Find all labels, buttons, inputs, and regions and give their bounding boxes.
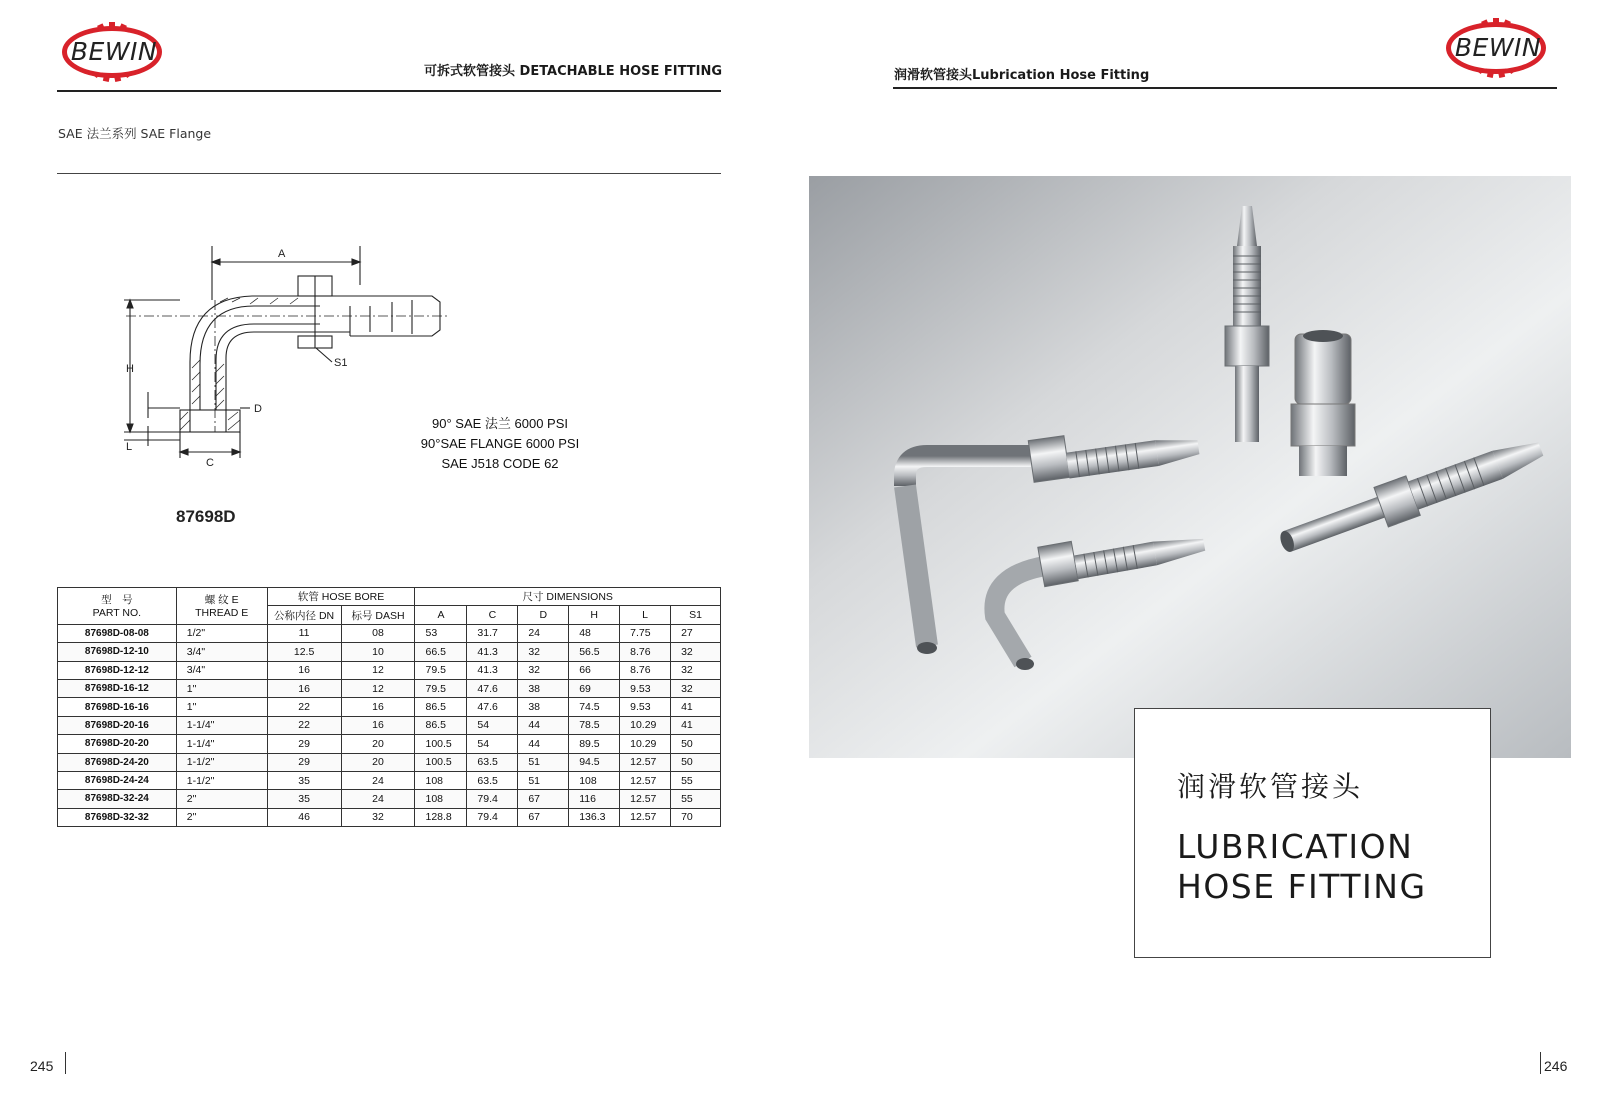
- bewin-logo-right: [1440, 16, 1552, 80]
- table-cell: 55: [671, 771, 721, 789]
- table-body: [58, 624, 721, 826]
- table-cell: 48: [569, 624, 620, 642]
- table-cell: 31.7: [467, 624, 518, 642]
- table-cell: 44: [518, 735, 569, 753]
- table-cell: 9.53: [620, 679, 671, 697]
- cell-part-no: 87698D-16-16: [58, 698, 177, 716]
- table-row: [58, 624, 721, 642]
- cell-part-no: 87698D-20-20: [58, 735, 177, 753]
- cell-part-no: 87698D-12-10: [58, 643, 177, 661]
- table-cell: 67: [518, 808, 569, 826]
- table-cell: 9.53: [620, 698, 671, 716]
- table-cell: 70: [671, 808, 721, 826]
- series-rule: [57, 173, 721, 174]
- table-cell: 24: [341, 790, 415, 808]
- table-cell: 12: [341, 661, 415, 679]
- th-d: D: [518, 606, 569, 624]
- table-cell: 20: [341, 753, 415, 771]
- table-cell: 32: [518, 661, 569, 679]
- table-cell: 63.5: [467, 771, 518, 789]
- table-cell: 12.5: [267, 643, 341, 661]
- left-header-title: 可拆式软管接头 DETACHABLE HOSE FITTING: [424, 64, 723, 79]
- table-cell: 51: [518, 771, 569, 789]
- title-cn: 润滑软管接头: [1177, 770, 1364, 803]
- table-cell: 41.3: [467, 643, 518, 661]
- cell-part-no: 87698D-32-32: [58, 808, 177, 826]
- table-cell: 41: [671, 716, 721, 734]
- table-row: [58, 808, 721, 826]
- table-cell: 1-1/2": [176, 753, 267, 771]
- label-h: H: [126, 363, 134, 375]
- table-cell: 32: [671, 679, 721, 697]
- table-cell: 16: [267, 661, 341, 679]
- table-cell: 32: [518, 643, 569, 661]
- table-cell: 16: [341, 698, 415, 716]
- title-box: [1134, 708, 1491, 958]
- title-en: [1177, 827, 1427, 907]
- table-cell: 8.76: [620, 661, 671, 679]
- table-cell: 32: [671, 643, 721, 661]
- th-dash: 标号 DASH: [341, 606, 415, 624]
- table-cell: 16: [341, 716, 415, 734]
- table-cell: 35: [267, 771, 341, 789]
- cell-part-no: 87698D-20-16: [58, 716, 177, 734]
- table-row: [58, 661, 721, 679]
- table-cell: 12.57: [620, 753, 671, 771]
- table-cell: 66: [569, 661, 620, 679]
- table-cell: 136.3: [569, 808, 620, 826]
- table-cell: 56.5: [569, 643, 620, 661]
- table-cell: 12.57: [620, 790, 671, 808]
- table-cell: 86.5: [415, 716, 467, 734]
- table-cell: 108: [415, 790, 467, 808]
- table-cell: 24: [518, 624, 569, 642]
- cell-part-no: 87698D-24-20: [58, 753, 177, 771]
- table-cell: 35: [267, 790, 341, 808]
- table-cell: 41: [671, 698, 721, 716]
- table-cell: 79.4: [467, 790, 518, 808]
- table-cell: 44: [518, 716, 569, 734]
- table-cell: 32: [341, 808, 415, 826]
- label-l: L: [126, 441, 133, 453]
- spec-line-1: 90° SAE 法兰 6000 PSI: [432, 416, 568, 431]
- table-cell: 22: [267, 716, 341, 734]
- table-cell: 20: [341, 735, 415, 753]
- spec-line-3: SAE J518 CODE 62: [441, 456, 559, 471]
- table-cell: 3/4": [176, 661, 267, 679]
- product-photo: [809, 176, 1571, 758]
- logo-text: BEWIN: [70, 37, 158, 66]
- table-cell: 38: [518, 679, 569, 697]
- table-cell: 116: [569, 790, 620, 808]
- table-cell: 67: [518, 790, 569, 808]
- table-cell: 12.57: [620, 808, 671, 826]
- table-cell: 86.5: [415, 698, 467, 716]
- table-cell: 108: [415, 771, 467, 789]
- table-cell: 16: [267, 679, 341, 697]
- table-cell: 10.29: [620, 735, 671, 753]
- table-cell: 1-1/2": [176, 771, 267, 789]
- table-row: [58, 716, 721, 734]
- table-cell: 38: [518, 698, 569, 716]
- table-cell: 94.5: [569, 753, 620, 771]
- table-cell: 41.3: [467, 661, 518, 679]
- table-cell: 1-1/4": [176, 716, 267, 734]
- cell-part-no: 87698D-16-12: [58, 679, 177, 697]
- table-cell: 79.4: [467, 808, 518, 826]
- th-s1: S1: [671, 606, 721, 624]
- table-cell: 47.6: [467, 698, 518, 716]
- page-number-left: 245: [30, 1058, 54, 1074]
- table-cell: 1": [176, 698, 267, 716]
- table-cell: 2": [176, 790, 267, 808]
- right-header-rule: [893, 87, 1557, 89]
- table-cell: 54: [467, 716, 518, 734]
- cell-part-no: 87698D-32-24: [58, 790, 177, 808]
- table-cell: 11: [267, 624, 341, 642]
- th-l: L: [620, 606, 671, 624]
- table-cell: 128.8: [415, 808, 467, 826]
- series-label: SAE 法兰系列 SAE Flange: [58, 126, 212, 141]
- table-cell: 1-1/4": [176, 735, 267, 753]
- table-cell: 55: [671, 790, 721, 808]
- table-row: [58, 643, 721, 661]
- cell-part-no: 87698D-12-12: [58, 661, 177, 679]
- table-cell: 100.5: [415, 735, 467, 753]
- table-cell: 53: [415, 624, 467, 642]
- table-cell: 46: [267, 808, 341, 826]
- th-dn: 公称内径 DN: [267, 606, 341, 624]
- th-dimensions: 尺寸 DIMENSIONS: [415, 588, 721, 606]
- table-cell: 24: [341, 771, 415, 789]
- th-thread: 螺 纹 E THREAD E: [176, 588, 267, 625]
- title-en-line-1: LUBRICATION: [1177, 827, 1414, 866]
- table-cell: 10: [341, 643, 415, 661]
- label-d: D: [254, 403, 262, 415]
- cell-part-no: 87698D-24-24: [58, 771, 177, 789]
- table-cell: 79.5: [415, 679, 467, 697]
- table-cell: 66.5: [415, 643, 467, 661]
- table-cell: 89.5: [569, 735, 620, 753]
- socket: [1291, 330, 1355, 476]
- table-cell: 22: [267, 698, 341, 716]
- page-number-divider-left: [65, 1052, 66, 1074]
- table-cell: 50: [671, 753, 721, 771]
- table-row: [58, 735, 721, 753]
- label-a: A: [278, 248, 286, 260]
- table-cell: 29: [267, 753, 341, 771]
- page-number-right: 246: [1544, 1058, 1568, 1074]
- table-cell: 27: [671, 624, 721, 642]
- table-cell: 74.5: [569, 698, 620, 716]
- dimensions-table: [57, 587, 721, 827]
- th-c: C: [467, 606, 518, 624]
- table-cell: 3/4": [176, 643, 267, 661]
- table-cell: 69: [569, 679, 620, 697]
- table-cell: 1": [176, 679, 267, 697]
- table-row: [58, 753, 721, 771]
- table-cell: 32: [671, 661, 721, 679]
- title-en-line-2: HOSE FITTING: [1177, 867, 1427, 906]
- page-number-divider-right: [1540, 1052, 1541, 1074]
- label-c: C: [206, 457, 214, 469]
- table-cell: 8.76: [620, 643, 671, 661]
- table-cell: 1/2": [176, 624, 267, 642]
- table-cell: 29: [267, 735, 341, 753]
- spec-line-2: 90°SAE FLANGE 6000 PSI: [420, 436, 580, 451]
- left-header-rule: [57, 90, 721, 92]
- right-header-title: 润滑软管接头Lubrication Hose Fitting: [894, 68, 1150, 83]
- part-title: 87698D: [176, 507, 236, 526]
- table-cell: 63.5: [467, 753, 518, 771]
- table-row: [58, 698, 721, 716]
- th-hose-bore: 软管 HOSE BORE: [267, 588, 415, 606]
- cell-part-no: 87698D-08-08: [58, 624, 177, 642]
- th-part-no: 型 号 PART NO.: [58, 588, 177, 625]
- bewin-logo-left: [56, 20, 168, 84]
- table-cell: 54: [467, 735, 518, 753]
- th-a: A: [415, 606, 467, 624]
- table-cell: 12.57: [620, 771, 671, 789]
- table-cell: 79.5: [415, 661, 467, 679]
- label-s1: S1: [334, 357, 348, 369]
- table-row: [58, 771, 721, 789]
- th-h: H: [569, 606, 620, 624]
- logo-text: BEWIN: [1454, 33, 1542, 62]
- table-cell: 08: [341, 624, 415, 642]
- table-cell: 108: [569, 771, 620, 789]
- table-row: [58, 679, 721, 697]
- table-cell: 2": [176, 808, 267, 826]
- table-cell: 50: [671, 735, 721, 753]
- table-row: [58, 790, 721, 808]
- table-cell: 100.5: [415, 753, 467, 771]
- table-cell: 10.29: [620, 716, 671, 734]
- spec-lines: [380, 414, 620, 474]
- table-cell: 47.6: [467, 679, 518, 697]
- table-cell: 7.75: [620, 624, 671, 642]
- table-cell: 51: [518, 753, 569, 771]
- table-cell: 78.5: [569, 716, 620, 734]
- table-cell: 12: [341, 679, 415, 697]
